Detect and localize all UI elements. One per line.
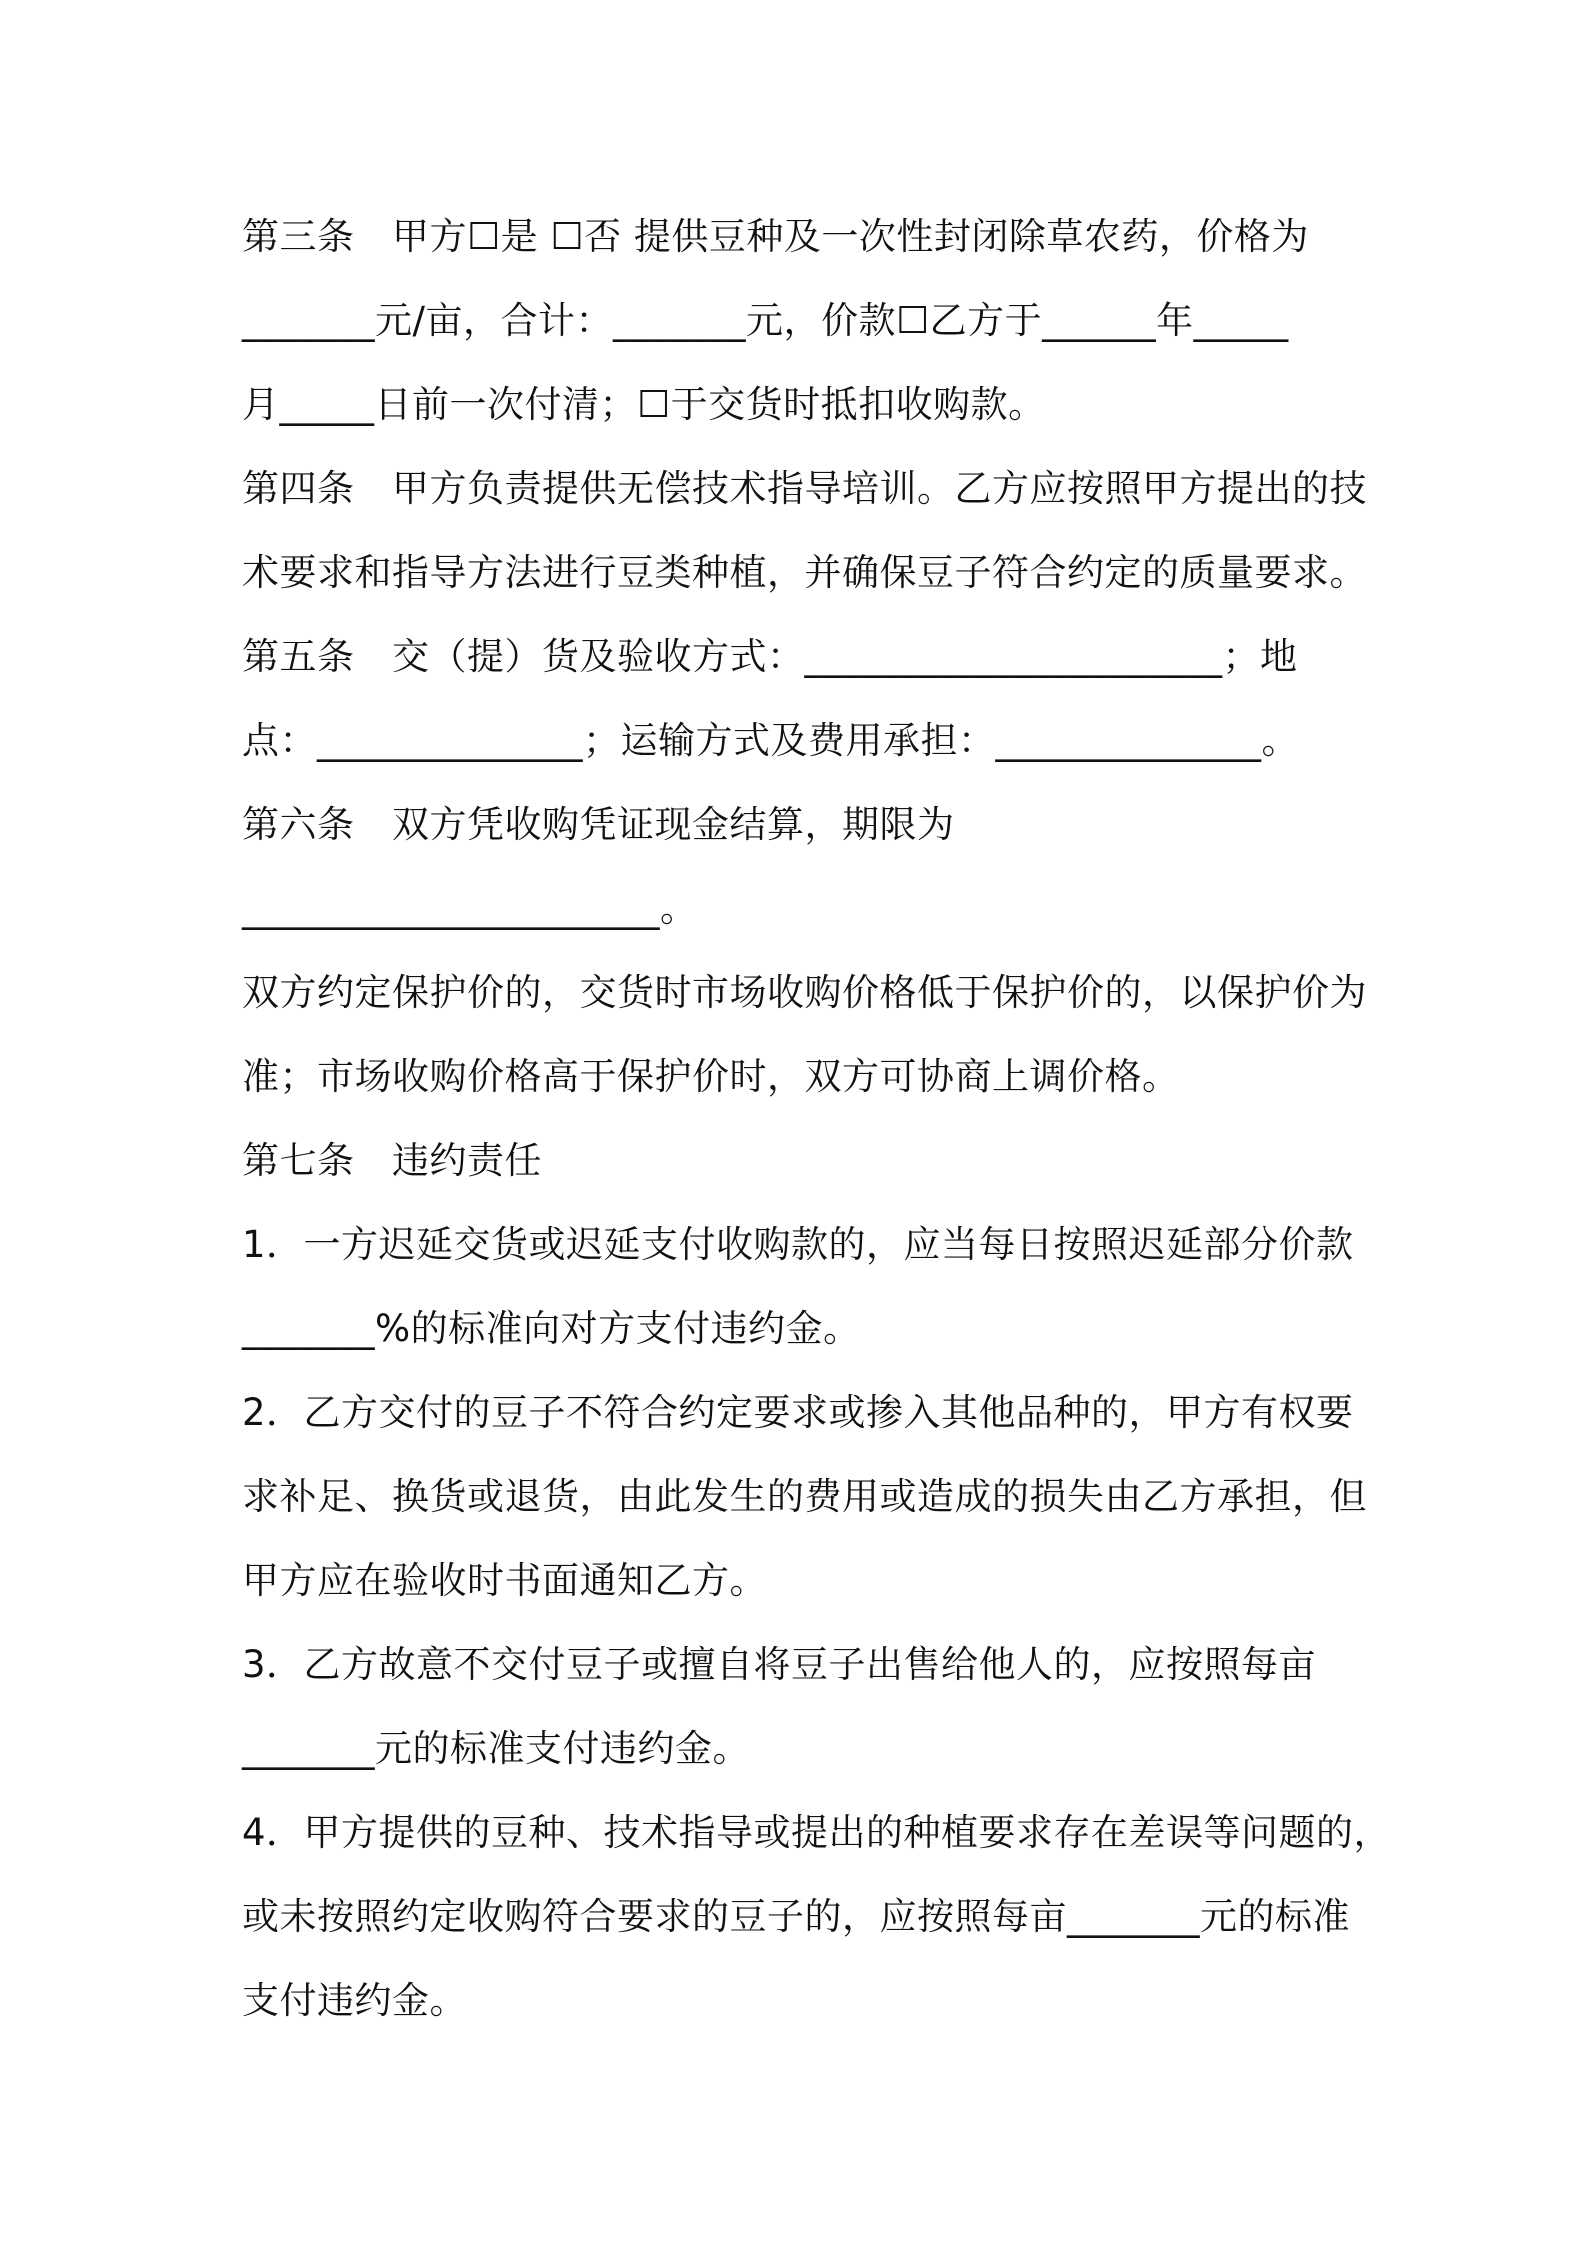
clause-4-line-2: 或未按照约定收购符合要求的豆子的，应按照每亩_______元的标准 (242, 1895, 1350, 1938)
clause-1-line-2: _______%的标准向对方支付违约金。 (242, 1307, 861, 1350)
article-6-line-1: 第六条 双方凭收购凭证现金结算，期限为 (242, 803, 955, 846)
clause-3-line-1: 3．乙方故意不交付豆子或擅自将豆子出售给他人的，应按照每亩 (242, 1643, 1317, 1686)
article-3-line-2: _______元/亩，合计：_______元，价款☐乙方于______年_____ (242, 299, 1289, 342)
article-6-line-2: ______________________。 (242, 887, 698, 930)
article-4-line-1: 第四条 甲方负责提供无偿技术指导培训。乙方应按照甲方提出的技 (242, 467, 1367, 510)
article-3-line-1: 第三条 甲方☐是 ☐否 提供豆种及一次性封闭除草农药，价格为 (242, 215, 1309, 258)
article-4-line-2: 术要求和指导方法进行豆类种植，并确保豆子符合约定的质量要求。 (242, 551, 1367, 594)
clause-2-line-3: 甲方应在验收时书面通知乙方。 (242, 1559, 767, 1602)
clause-4-line-1: 4．甲方提供的豆种、技术指导或提出的种植要求存在差误等问题的， (242, 1811, 1392, 1854)
clause-2-line-2: 求补足、换货或退货，由此发生的费用或造成的损失由乙方承担，但 (242, 1475, 1367, 1518)
clause-4-line-3: 支付违约金。 (242, 1979, 467, 2022)
article-7-heading: 第七条 违约责任 (242, 1139, 542, 1182)
clause-1-line-1: 1．一方迟延交货或迟延支付收购款的，应当每日按照迟延部分价款 (242, 1223, 1354, 1266)
protection-price-line-2: 准；市场收购价格高于保护价时，双方可协商上调价格。 (242, 1055, 1180, 1098)
clause-3-line-2: _______元的标准支付违约金。 (242, 1727, 750, 1770)
contract-page (242, 195, 1392, 2043)
article-5-line-2: 点：______________；运输方式及费用承担：______________。 (242, 719, 1299, 762)
protection-price-line-1: 双方约定保护价的，交货时市场收购价格低于保护价的，以保护价为 (242, 971, 1367, 1014)
article-5-line-1: 第五条 交（提）货及验收方式：______________________；地 (242, 635, 1298, 678)
article-3-line-3: 月_____日前一次付清；☐于交货时抵扣收购款。 (242, 383, 1046, 426)
clause-2-line-1: 2．乙方交付的豆子不符合约定要求或掺入其他品种的，甲方有权要 (242, 1391, 1354, 1434)
